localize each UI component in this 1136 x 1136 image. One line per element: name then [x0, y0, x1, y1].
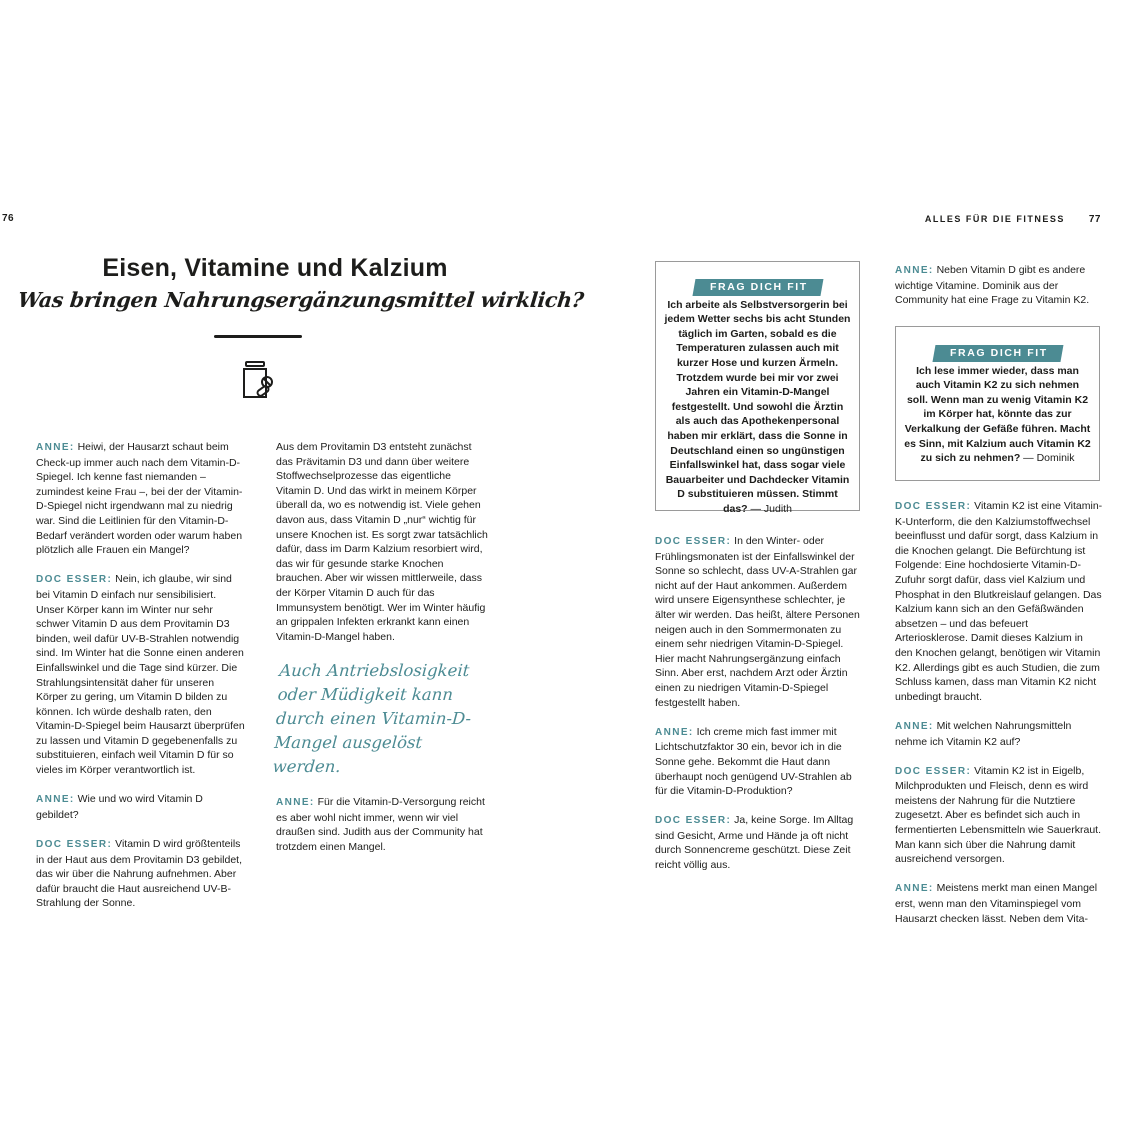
box-tag: FRAG DICH FIT	[932, 345, 1063, 362]
paragraph	[36, 572, 246, 777]
page-title: Eisen, Vitamine und Kalzium	[102, 254, 448, 282]
box-tag: FRAG DICH FIT	[692, 279, 823, 296]
running-head-title: ALLES FÜR DIE FITNESS	[924, 214, 1065, 224]
supplement-jar-icon	[240, 360, 278, 400]
page-subtitle: Was bringen Nahrungsergänzungsmittel wirklich?	[16, 288, 585, 312]
frag-dich-fit-box-1	[655, 261, 860, 515]
page-number-left: 76	[2, 213, 15, 224]
speaker-label: ANNE:	[36, 442, 75, 453]
paragraph	[895, 499, 1103, 704]
box-signature: — Judith	[750, 502, 792, 515]
paragraph-text: Ja, keine Sorge. Im Alltag sind Gesicht, Arme und Hände ja oft nicht durch Sonnencreme geschützt. Diese Zeit reicht völlig aus.	[655, 814, 854, 872]
paragraph	[895, 719, 1103, 749]
frag-dich-fit-box-2	[895, 326, 1100, 481]
speaker-label: ANNE:	[276, 796, 315, 808]
speaker-label: DOC ESSER:	[36, 574, 113, 586]
paragraph	[895, 263, 1103, 308]
running-head	[925, 214, 1101, 225]
speaker-label: DOC ESSER:	[895, 765, 972, 777]
box-question: Ich lese immer wieder, dass man auch Vitamin K2 zu sich nehmen soll. Wenn man zu wenig Vitamin K2 im Körper hat, könnte das zur Verkalkung der Gefäße führen. Macht es Sinn, mit Kalzium auch Vitamin K2 zu sich zu nehmen? — Dominik	[904, 364, 1091, 465]
paragraph	[655, 534, 860, 710]
page-number-right: 77	[1088, 214, 1101, 225]
speaker-label: DOC ESSER:	[895, 501, 972, 512]
paragraph	[36, 440, 246, 558]
paragraph-text: Vitamin K2 ist in Eigelb, Milchprodukten und Fleisch, denn es wird meistens der Nahrung für die Nutztiere zugesetzt. Aber es befindet sich auch in fermentierten Lebensmitteln wie Sauerkraut. Man kann sich über die Nahrung damit ausreichend versorgen.	[895, 764, 1102, 866]
paragraph-text: Heiwi, der Hausarzt schaut beim Check-up immer auch nach dem Vitamin-D-Spiegel. Ich kenne fast niemanden – zumindest keine Frau –, bei der der Vitamin-D-Spiegel nicht irgendwann mal zu niedrig war. Sind die Leitlinien für den Vitamin-D-Bedarf verändert worden oder warum haben plötzlich alle Frauen ein Mangel?	[36, 441, 243, 557]
paragraph-text: In den Winter- oder Frühlingsmonaten ist der Einfallswinkel der Sonne so schlecht, dass UV-A-Strahlen gar nicht auf der Haut ankommen. Außerdem wird unsere Eigensynthese schlechter, je älter wir werden. Das heißt, ältere Personen neigen auch in den Sommermonaten zu einem sehr niedrigen Vitamin-D-Spiegel. Hier macht Nahrungsergänzung einfach Sinn. Aber erst, nachdem Arzt oder Ärztin einen zu niedrigen Vitamin-D-Spiegel festgestellt haben.	[655, 535, 860, 709]
paragraph-text: Nein, ich glaube, wir sind bei Vitamin D einfach nur sensibilisiert. Unser Körper kann im Winter nur sehr schwer Vitamin D aus dem Provitamin D3 binden, weil dafür UV-B-Strahlen notwendig sind. Im Winter hat die Sonne einen anderen Einfallswinkel und die Tage sind kürzer. Die Strahlungsintensität daher für unseren Körper zu gering, um Vitamin D bilden zu können. Ich würde deshalb raten, den Vitamin-D-Spiegel beim Hausarzt überprüfen zu lassen und Vitamin D gegebenenfalls zu substituieren, einfach weil Vitamin D für so vieles im Körper verantwortlich ist.	[36, 573, 245, 777]
paragraph	[655, 813, 860, 872]
pull-quote: Auch Antriebslosigkeit oder Müdigkeit kann durch einen Vitamin-D-Mangel ausgelöst werden.	[272, 660, 472, 776]
speaker-label: DOC ESSER:	[655, 815, 732, 827]
box-signature: — Dominik	[1023, 452, 1075, 465]
paragraph-text: Für die Vitamin-D-Versorgung reicht es aber wohl nicht immer, wenn wir viel draußen sind. Judith aus der Community hat trotzdem einen Mangel.	[276, 795, 485, 853]
paragraph	[895, 764, 1103, 867]
speaker-label: ANNE:	[36, 794, 75, 806]
paragraph	[655, 725, 860, 799]
column-4-intro	[895, 263, 1103, 322]
title-underline	[214, 335, 302, 338]
box-question: Ich arbeite als Selbstversorgerin bei jedem Wetter sechs bis acht Stunden täglich im Garten, sobald es die Temperaturen zulassen auch mit kurzer Hose und kurzen Ärmeln. Trotzdem wurde bei mir vor zwei Jahren ein Vitamin-D-Mangel festgestellt. Und sowohl die Ärztin als auch das Apothekenpersonal haben mir erklärt, dass die Sonne in Deutschland einen so ungünstigen Einfallswinkel hat, dass sogar viele Bauarbeiter und Dachdecker Vitamin D substituieren müssen. Stimmt das? — Judith	[664, 298, 851, 515]
speaker-label: ANNE:	[895, 265, 934, 276]
speaker-label: ANNE:	[655, 726, 694, 738]
paragraph-text: Meistens merkt man einen Mangel erst, wenn man den Vitaminspiegel vom Hausarzt checken lässt. Neben dem Vita-	[895, 882, 1098, 925]
column-3	[655, 534, 860, 887]
paragraph	[895, 881, 1103, 926]
paragraph-text: Mit welchen Nahrungsmitteln nehme ich Vitamin K2 auf?	[895, 719, 1072, 748]
column-1	[36, 440, 246, 926]
paragraph-text: Neben Vitamin D gibt es andere wichtige Vitamine. Dominik aus der Community hat eine Frage zu Vitamin K2.	[895, 264, 1090, 307]
paragraph-text: Ich creme mich fast immer mit Lichtschutzfaktor 30 ein, bevor ich in die Sonne gehe. Bekommt die Haut dann überhaupt noch genügend UV-Strahlen ab für die Vitamin-D-Produktion?	[655, 725, 852, 798]
paragraph	[36, 837, 246, 911]
paragraph-text: Vitamin D wird größtenteils in der Haut aus dem Provitamin D3 gebildet, das wir über die Nahrung aufnehmen. Aber dafür braucht die Haut ausreichend UV-B-Strahlung der Sonne.	[36, 838, 243, 910]
paragraph-text: Wie und wo wird Vitamin D gebildet?	[36, 793, 203, 821]
paragraph: Aus dem Provitamin D3 entsteht zunächst das Prävitamin D3 und dann über weitere Stoffwechselprozesse das eigentliche Vitamin D. Und das wirkt in meinem Körper überall da, wo es notwendig ist. Viele gehen davon aus, dass Vitamin D „nur“ wichtig für unsere Knochen ist. Es sorgt zwar tatsächlich dafür, dass im Darm Kalzium resorbiert wird, das wir für gesunde starke Knochen brauchen. Aber wir wissen mittlerweile, dass der Körper Vitamin D auch für das Immunsystem benötigt. Wer im Winter häufig an grippalen Infekten erkrankt kann einen Vitamin-D-Mangel haben.	[276, 441, 488, 643]
paragraph	[36, 792, 246, 822]
paragraph	[276, 795, 488, 854]
speaker-label: ANNE:	[895, 720, 934, 732]
speaker-label: ANNE:	[895, 883, 934, 895]
speaker-label: DOC ESSER:	[655, 536, 732, 547]
column-2	[272, 440, 488, 869]
speaker-label: DOC ESSER:	[36, 839, 113, 851]
column-4	[895, 499, 1103, 941]
paragraph-text: Vitamin K2 ist eine Vitamin-K-Unterform, die den Kalziumstoffwechsel beeinflusst und dafür sorgt, dass Kalzium in die Knochen gelangt. Die Befürchtung ist Folgende: Eine hochdosierte Vitamin-D-Zufuhr sorgt dafür, dass viel Kalzium und Phosphat in den Blutkreislauf gelangen. Das Kalzium kann sich an den Gefäßwänden absetzen – und das befeuert Arteriosklerose. Damit dieses Kalzium in den Knochen gelangt, benötigen wir Vitamin K2. Allerdings gibt es auch Studien, die zum Schluss kamen, dass man Vitamin K2 nicht unbedingt braucht.	[895, 500, 1103, 703]
